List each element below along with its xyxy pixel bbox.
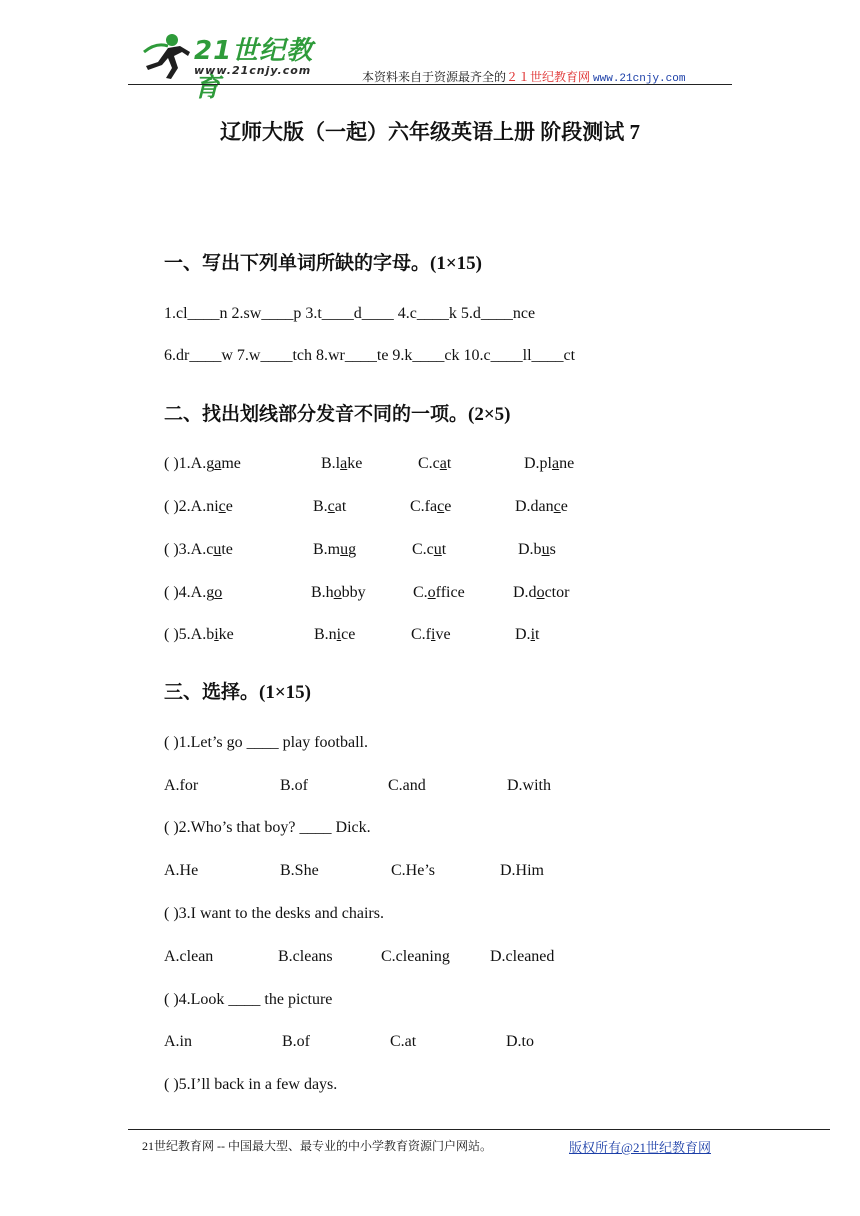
section3-heading: 三、选择。(1×15): [164, 682, 311, 703]
q4-option-d: D.to: [506, 1033, 534, 1050]
q2-option-d: D.Him: [500, 862, 544, 879]
logo-url: www.21cnjy.com: [194, 64, 312, 77]
section2-item-1-option-d: D.plane: [524, 455, 575, 472]
section2-item-2-option-b: B.cat: [313, 498, 347, 515]
section1-row1: 1.cl____n 2.sw____p 3.t____d____ 4.c____k 5.d____nce: [164, 305, 536, 322]
section1-heading: 一、写出下列单词所缺的字母。(1×15): [164, 253, 482, 274]
q3-option-d: D.cleaned: [490, 948, 555, 965]
section2-item-1-option-a: ( )1.A.game: [164, 455, 241, 472]
section2-item-3-option-b: B.mug: [313, 541, 357, 558]
q2-option-c: C.He’s: [391, 862, 435, 879]
q3-option-a: A.clean: [164, 948, 214, 965]
section2-item-4-option-b: B.hobby: [311, 584, 366, 601]
question-2: ( )2.Who’s that boy? ____ Dick.: [164, 819, 371, 836]
question-5: ( )5.I’ll back in a few days.: [164, 1076, 338, 1093]
section1-row2: 6.dr____w 7.w____tch 8.wr____te 9.k____ck 10.c____ll____ct: [164, 347, 576, 364]
q1-option-b: B.of: [280, 777, 308, 794]
page-title: 辽师大版（一起）六年级英语上册 阶段测试 7: [220, 120, 640, 144]
q3-option-b: B.cleans: [278, 948, 333, 965]
section2-item-4-option-c: C.office: [413, 584, 465, 601]
q2-option-b: B.She: [280, 862, 319, 879]
header-divider: [128, 84, 732, 85]
header-note-prefix: 本资料来自于资源最齐全的: [362, 70, 507, 84]
header-note-url[interactable]: www.21cnjy.com: [593, 73, 686, 85]
question-1: ( )1.Let’s go ____ play football.: [164, 734, 368, 751]
section2-item-3-option-a: ( )3.A.cute: [164, 541, 233, 558]
q1-option-d: D.with: [507, 777, 551, 794]
q1-option-c: C.and: [388, 777, 426, 794]
section2-item-5-option-a: ( )5.A.bike: [164, 626, 234, 643]
logo: [138, 30, 338, 103]
q4-option-b: B.of: [282, 1033, 310, 1050]
header-note: [362, 68, 685, 85]
q3-option-c: C.cleaning: [381, 948, 450, 965]
section2-item-2-option-d: D.dance: [515, 498, 568, 515]
section2-heading: 二、找出划线部分发音不同的一项。(2×5): [164, 404, 511, 425]
section2-item-4-option-a: ( )4.A.go: [164, 584, 223, 601]
section2-item-4-option-d: D.doctor: [513, 584, 570, 601]
logo-text: 21世纪教育: [194, 36, 314, 103]
section2-item-5-option-b: B.nice: [314, 626, 356, 643]
question-4: ( )4.Look ____ the picture: [164, 991, 333, 1008]
header-note-brand[interactable]: ２１世纪教育网: [506, 70, 591, 84]
q1-option-a: A.for: [164, 777, 199, 794]
runner-logo-icon: [138, 32, 192, 80]
section2-item-3-option-c: C.cut: [412, 541, 447, 558]
section2-item-1-option-c: C.cat: [418, 455, 452, 472]
q4-option-a: A.in: [164, 1033, 192, 1050]
section2-item-2-option-c: C.face: [410, 498, 452, 515]
footer-divider: [128, 1129, 830, 1130]
section2-item-5-option-c: C.five: [411, 626, 451, 643]
footer-text: 21世纪教育网 -- 中国最大型、最专业的中小学教育资源门户网站。: [142, 1139, 492, 1153]
section2-item-1-option-b: B.lake: [321, 455, 363, 472]
section2-item-5-option-d: D.it: [515, 626, 540, 643]
question-3: ( )3.I want to the desks and chairs.: [164, 905, 384, 922]
section2-item-3-option-d: D.bus: [518, 541, 556, 558]
section2-item-2-option-a: ( )2.A.nice: [164, 498, 233, 515]
q2-option-a: A.He: [164, 862, 199, 879]
copyright-link[interactable]: 版权所有@21世纪教育网: [569, 1140, 711, 1155]
q4-option-c: C.at: [390, 1033, 417, 1050]
